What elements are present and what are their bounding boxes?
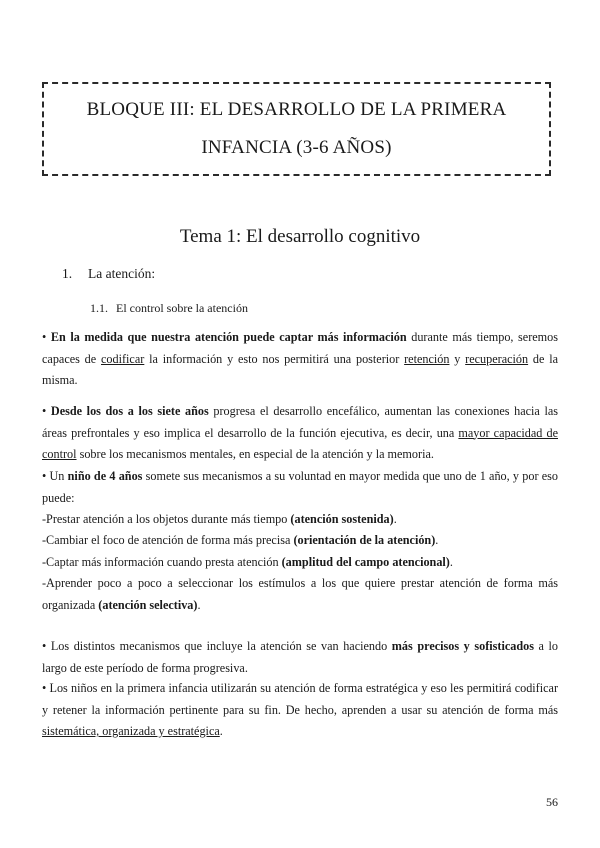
- page-number: 56: [546, 795, 558, 809]
- list-item: -Aprender poco a poco a seleccionar los estímulos a los que quiere prestar atención de forma más organizada (atención selectiva).: [42, 576, 558, 612]
- bold-text: más precisos y sofisticados: [391, 639, 534, 653]
- text: • Los niños en la primera infancia utilizarán su atención de forma estratégica y eso les permitirá codificar y retener la información pertinente para su fin. De hecho, aprenden a usar su atención de forma más: [42, 681, 558, 717]
- list-item: -Prestar atención a los objetos durante más tiempo (atención sostenida).: [42, 512, 397, 526]
- section-heading: [62, 266, 155, 282]
- underlined-text: recuperación: [465, 351, 529, 366]
- text: somete sus mecanismos a su voluntad en mayor medida que uno de 1 año, y por eso puede:: [42, 469, 558, 505]
- paragraph-2: [42, 401, 558, 466]
- text: durante más tiempo, seremos capaces de: [42, 330, 558, 366]
- text: .: [219, 724, 223, 738]
- paragraph-4: [42, 636, 558, 679]
- bullet: • Un: [42, 469, 68, 483]
- underlined-text: mayor capacidad de control: [42, 425, 558, 461]
- bullet: •: [42, 330, 51, 344]
- underlined-text: sistemática, organizada y estratégica: [42, 724, 220, 738]
- section-label: La atención:: [88, 266, 156, 281]
- text: sobre los mecanismos mentales, en especial de la atención y la memoria.: [76, 447, 434, 461]
- bold-text: niño de 4 años: [67, 469, 143, 483]
- paragraph-5: [42, 678, 558, 743]
- section-number: 1.: [62, 266, 73, 281]
- subsection-number: 1.1.: [90, 301, 108, 315]
- subsection-label: El control sobre la atención: [116, 301, 248, 315]
- paragraph-3: [42, 466, 558, 509]
- paragraph-1: [42, 327, 558, 392]
- text: la información y esto nos permitirá una posterior: [144, 351, 405, 366]
- text: a lo largo de este período de forma progresiva.: [42, 639, 559, 675]
- block-title-box: [42, 82, 551, 176]
- text: progresa el desarrollo encefálico, aumentan las conexiones hacia las áreas prefrontales y eso implica el desarrollo de la función ejecutiva, es decir, una: [42, 404, 558, 440]
- tema-title: Tema 1: El desarrollo cognitivo: [179, 226, 421, 247]
- text: y: [449, 351, 466, 366]
- list-item: -Captar más información cuando presta atención (amplitud del campo atencional).: [42, 555, 453, 569]
- bold-text: Desde los dos a los siete años: [50, 404, 209, 418]
- bullet: •: [42, 404, 51, 418]
- subsection-heading: [90, 301, 248, 316]
- underlined-text: codificar: [101, 351, 145, 366]
- text: de la misma.: [42, 351, 559, 387]
- list-item: -Cambiar el foco de atención de forma más precisa (orientación de la atención).: [42, 533, 439, 547]
- block-title-line-1: BLOQUE III: EL DESARROLLO DE LA PRIMERA: [86, 99, 507, 120]
- text: • Los distintos mecanismos que incluye la atención se van haciendo: [42, 639, 392, 653]
- underlined-text: retención: [404, 351, 450, 366]
- bold-text: En la medida que nuestra atención puede captar más información: [50, 330, 407, 344]
- block-title-line-2: INFANCIA (3-6 AÑOS): [201, 137, 392, 158]
